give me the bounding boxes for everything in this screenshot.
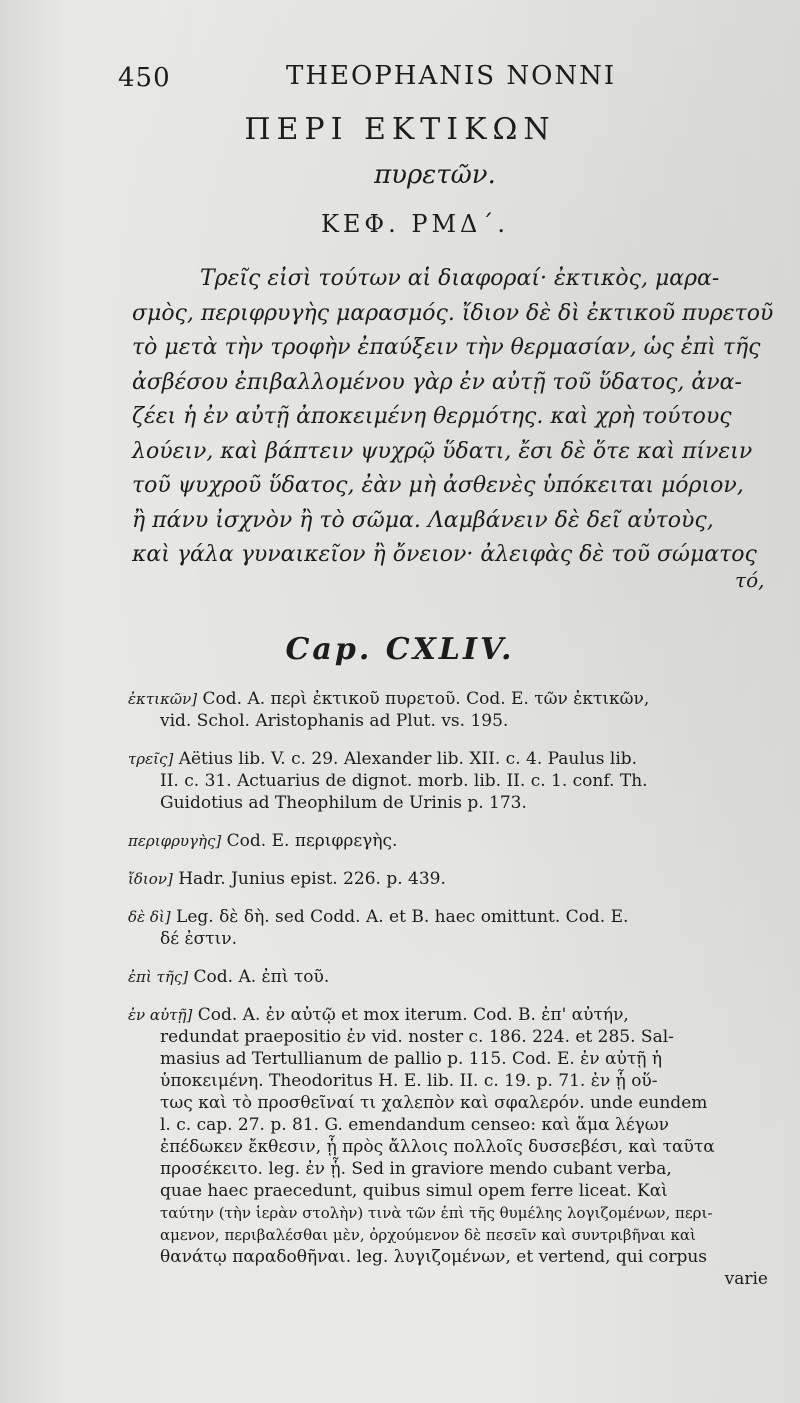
note-text: δέ ἐστιν. (160, 929, 237, 949)
note-lemma: ἐν αὐτῇ] (128, 1006, 193, 1024)
chapter-number: ΚΕΦ. ΡΜΔ΄. (320, 210, 510, 238)
greek-line: ζέει ἡ ἐν αὐτῇ ἀποκειμένη θερμότης. καὶ χρὴ τούτους (132, 404, 732, 429)
note-text: vid. Schol. Aristophanis ad Plut. vs. 195. (160, 711, 509, 731)
greek-line: Τρεῖς εἰσὶ τούτων αἱ διαφοραί· ἐκτικὸς, μαρα- (200, 266, 720, 291)
note-en-aute (128, 1004, 768, 1290)
note-text: Cod. E. περιφρεγὴς. (226, 831, 398, 851)
greek-line: σμὸς, περιφρυγὴς μαρασμός. ἴδιον δὲ δὶ ἐκτικοῦ πυρετοῦ (132, 300, 774, 326)
note-text: Cod. A. ἐπὶ τοῦ. (193, 967, 330, 987)
note-ektikon (128, 688, 768, 732)
footnotes (128, 688, 768, 1306)
note-text: ὑποκειμένη. Theodoritus H. E. lib. II. c. 19. p. 71. ἐν ᾗ οὕ- (160, 1071, 658, 1091)
note-text: Leg. δὲ δὴ. sed Codd. A. et B. haec omittunt. Cod. E. (176, 907, 629, 927)
note-lemma: δὲ δὶ] (128, 908, 171, 926)
latin-chapter-heading: Cap. CXLIV. (285, 632, 515, 667)
note-text: ἐπέδωκεν ἔκθεσιν, ᾗ πρὸς ἄλλοις πολλοῖς δυσσεβέσι, καὶ ταῦτα (160, 1137, 715, 1157)
greek-line: τοῦ ψυχροῦ ὕδατος, ἐὰν μὴ ἀσθενὲς ὑπόκειται μόριον, (132, 473, 744, 498)
note-text: Aëtius lib. V. c. 29. Alexander lib. XII. c. 4. Paulus lib. (178, 749, 638, 769)
greek-line: ἢ πάνυ ἰσχνὸν ἢ τὸ σῶμα. Λαμβάνειν δὲ δεῖ αὐτοὺς, (132, 507, 714, 533)
running-head: THEOPHANIS NONNI (286, 61, 617, 91)
note-lemma: ἴδιον] (128, 870, 173, 888)
note-idion (128, 868, 768, 890)
page-header (118, 55, 770, 95)
chapter-subtitle: πυρετῶν. (374, 160, 496, 190)
note-catchword: varie (724, 1269, 768, 1289)
greek-text (132, 262, 772, 573)
note-lemma: ἐκτικῶν] (128, 690, 198, 708)
note-text: Hadr. Junius epist. 226. p. 439. (178, 869, 446, 889)
page-number: 450 (118, 63, 171, 93)
note-text: redundat praepositio ἐν vid. noster c. 186. 224. et 285. Sal- (160, 1027, 674, 1047)
note-periphryges (128, 830, 768, 852)
note-de-di (128, 906, 768, 950)
note-text: masius ad Tertullianum de pallio p. 115. Cod. E. ἐν αὐτῇ ἡ (160, 1049, 663, 1069)
greek-line: καὶ γάλα γυναικεῖον ἢ ὄνειον· ἀλειφὰς δὲ τοῦ σώματος (132, 542, 757, 567)
note-text: quae haec praecedunt, quibus simul opem ferre liceat. Καὶ (160, 1181, 668, 1201)
note-text: Cod. A. ἐν αὐτῷ et mox iterum. Cod. B. ἐπ' αὐτήν, (197, 1005, 629, 1025)
note-text: Cod. A. περὶ ἐκτικοῦ πυρετοῦ. Cod. E. τῶν ἐκτικῶν, (202, 689, 650, 709)
note-text: ταύτην (τὴν ἱερὰν στολὴν) τινὰ τῶν ἐπὶ τῆς θυμέλης λογιζομένων, περι- (160, 1204, 713, 1222)
note-text: αμενον, περιβαλέσθαι μὲν, ὀρχούμενον δὲ πεσεῖν καὶ συντριβῆναι καὶ (160, 1226, 696, 1244)
note-text: θανάτῳ παραδοθῆναι. leg. λυγιζομένων, et vertend, qui corpus (160, 1247, 707, 1267)
catchword: τό, (735, 568, 765, 592)
note-text: II. c. 31. Actuarius de dignot. morb. lib. II. c. 1. conf. Th. (160, 771, 648, 791)
chapter-title: ΠΕΡΙ ΕΚΤΙΚΩΝ (244, 112, 556, 147)
note-lemma: περιφρυγὴς] (128, 832, 222, 850)
note-text: τως καὶ τὸ προσθεῖναί τι χαλεπὸν καὶ σφαλερόν. unde eundem (160, 1093, 708, 1113)
note-lemma: τρεῖς] (128, 750, 174, 768)
greek-line: ἀσβέσου ἐπιβαλλομένου γὰρ ἐν αὐτῇ τοῦ ὕδατος, ἀνα- (132, 369, 742, 395)
note-text: Guidotius ad Theophilum de Urinis p. 173. (160, 793, 527, 813)
note-epi-tes (128, 966, 768, 988)
note-lemma: ἐπὶ τῆς] (128, 968, 189, 986)
greek-line: λούειν, καὶ βάπτειν ψυχρῷ ὕδατι, ἔσι δὲ ὅτε καὶ πίνειν (132, 438, 753, 464)
greek-line: τὸ μετὰ τὴν τροφὴν ἐπαύξειν τὴν θερμασίαν, ὡς ἐπὶ τῆς (132, 335, 761, 360)
note-text: l. c. cap. 27. p. 81. G. emendandum censeo: καὶ ἅμα λέγων (160, 1115, 669, 1135)
note-text: προσέκειτο. leg. ἐν ᾗ. Sed in graviore mendo cubant verba, (160, 1159, 672, 1179)
note-treis (128, 748, 768, 814)
